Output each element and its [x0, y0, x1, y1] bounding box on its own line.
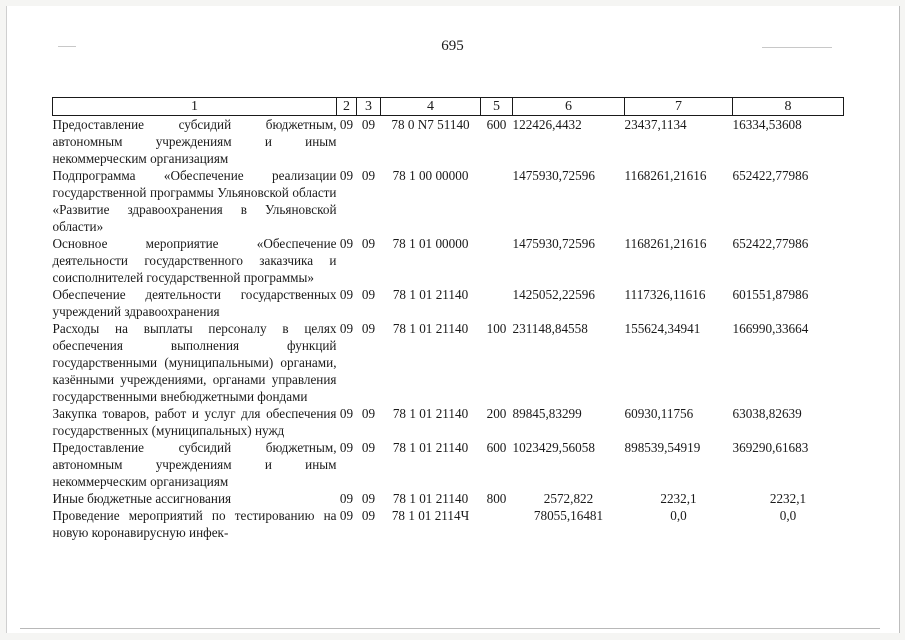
amount-col7: 23437,1134	[624, 117, 687, 132]
amount-col8: 166990,33664	[732, 321, 809, 336]
table-header-row	[53, 98, 844, 116]
target-article-code: 78 1 01 21140	[392, 287, 469, 302]
column-header: 1	[53, 98, 337, 116]
amount-col8: 601551,87986	[732, 287, 809, 302]
column-header: 5	[481, 98, 513, 116]
target-article-code: 78 1 01 2114Ч	[391, 508, 470, 523]
amount-col6: 122426,4432	[512, 117, 582, 132]
section-code: 09	[339, 236, 354, 251]
amount-col6: 1475930,72596	[512, 236, 595, 251]
row-description: Предоставление субсидий бюджетным, автономным учреждениям и иным некоммерческим организациям	[52, 440, 337, 489]
expense-type-code: 600	[486, 440, 507, 455]
table-row	[53, 235, 844, 286]
amount-col7: 1117326,11616	[624, 287, 706, 302]
expense-type-code: 600	[486, 117, 507, 132]
expense-type-code	[481, 507, 513, 541]
amount-col8: 369290,61683	[732, 440, 809, 455]
expense-type-code	[481, 286, 513, 320]
amount-col7: 898539,54919	[624, 440, 701, 455]
target-article-code: 78 1 01 21140	[392, 491, 469, 506]
amount-col7: 155624,34941	[624, 321, 701, 336]
row-description: Иные бюджетные ассигнования	[52, 491, 232, 506]
row-description: Предоставление субсидий бюджетным, автономным учреждениям и иным некоммерческим организациям	[52, 117, 337, 166]
subsection-code: 09	[361, 236, 376, 251]
section-code: 09	[339, 491, 354, 506]
subsection-code: 09	[361, 287, 376, 302]
subsection-code: 09	[361, 491, 376, 506]
amount-col8: 63038,82639	[732, 406, 802, 421]
budget-table	[52, 97, 844, 541]
row-description: Проведение мероприятий по тестированию на новую коронавирусную инфек-	[52, 508, 337, 540]
target-article-code: 78 0 N7 51140	[391, 117, 470, 132]
expense-type-code: 100	[486, 321, 507, 336]
amount-col6: 78055,16481	[533, 508, 604, 523]
table-row	[53, 286, 844, 320]
column-header: 8	[733, 98, 844, 116]
target-article-code: 78 1 01 00000	[392, 236, 469, 251]
subsection-code: 09	[361, 508, 376, 523]
row-description: Закупка товаров, работ и услуг для обеспечения государственных (муниципальных) нужд	[52, 406, 337, 438]
subsection-code: 09	[361, 321, 376, 336]
row-description: Расходы на выплаты персоналу в целях обеспечения выполнения функций государственными (муниципальными) органами, казёнными учреждениями, органами управления государственными внебюджетными фондами	[52, 321, 337, 404]
section-code: 09	[339, 508, 354, 523]
column-header: 3	[357, 98, 381, 116]
target-article-code: 78 1 01 21140	[392, 321, 469, 336]
subsection-code: 09	[361, 168, 376, 183]
expense-type-code	[481, 235, 513, 286]
amount-col8: 0,0	[779, 508, 797, 523]
expense-type-code: 200	[486, 406, 507, 421]
section-code: 09	[339, 168, 354, 183]
section-code: 09	[339, 117, 354, 132]
table-row	[53, 507, 844, 541]
amount-col8: 652422,77986	[732, 168, 809, 183]
amount-col7: 60930,11756	[624, 406, 694, 421]
amount-col6: 231148,84558	[512, 321, 588, 336]
amount-col8: 652422,77986	[732, 236, 809, 251]
amount-col7: 1168261,21616	[624, 168, 707, 183]
subsection-code: 09	[361, 406, 376, 421]
amount-col8: 16334,53608	[732, 117, 802, 132]
scan-edge-artifact	[20, 628, 880, 629]
target-article-code: 78 1 00 00000	[392, 168, 469, 183]
amount-col6: 1023429,56058	[512, 440, 595, 455]
target-article-code: 78 1 01 21140	[392, 440, 469, 455]
expense-type-code	[481, 167, 513, 235]
column-header: 2	[337, 98, 357, 116]
section-code: 09	[339, 321, 354, 336]
amount-col6: 1475930,72596	[512, 168, 595, 183]
amount-col7: 0,0	[670, 508, 687, 523]
row-description: Основное мероприятие «Обеспечение деятельности государственного заказчика и соисполнителей государственной программы»	[52, 236, 337, 285]
page-number: 695	[441, 38, 464, 54]
column-header: 7	[625, 98, 733, 116]
table-row	[53, 320, 844, 405]
section-code: 09	[339, 440, 354, 455]
row-description: Подпрограмма «Обеспечение реализации государственной программы Ульяновской области «Развитие здравоохранения в Ульяновской области»	[52, 168, 337, 234]
row-description: Обеспечение деятельности государственных учреждений здравоохранения	[52, 287, 337, 319]
table-row	[53, 167, 844, 235]
amount-col7: 1168261,21616	[624, 236, 707, 251]
section-code: 09	[339, 287, 354, 302]
subsection-code: 09	[361, 117, 376, 132]
subsection-code: 09	[361, 440, 376, 455]
table-row	[53, 116, 844, 168]
table-row	[53, 490, 844, 507]
amount-col8: 2232,1	[769, 491, 807, 506]
amount-col6: 1425052,22596	[512, 287, 595, 302]
column-header: 6	[513, 98, 625, 116]
amount-col6: 89845,83299	[512, 406, 582, 421]
column-header: 4	[381, 98, 481, 116]
section-code: 09	[339, 406, 354, 421]
table-row	[53, 405, 844, 439]
table-row	[53, 439, 844, 490]
target-article-code: 78 1 01 21140	[392, 406, 469, 421]
amount-col6: 2572,822	[543, 491, 594, 506]
amount-col7: 2232,1	[660, 491, 697, 506]
expense-type-code: 800	[486, 491, 507, 506]
